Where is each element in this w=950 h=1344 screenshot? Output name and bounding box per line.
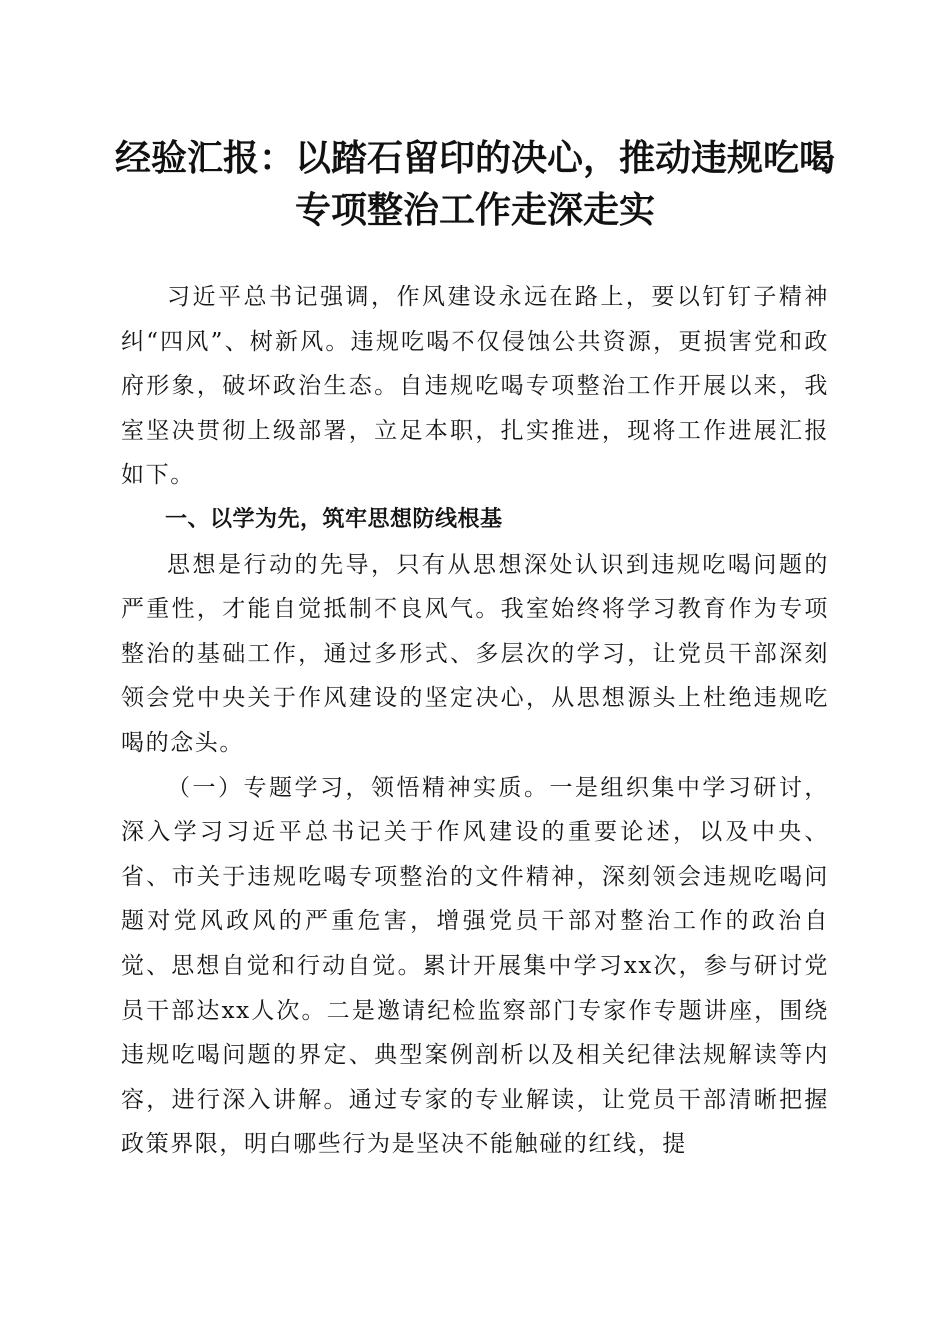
subsection-1-paragraph xyxy=(121,766,829,1167)
subsection-1-text: 一是组织集中学习研讨，深入学习习近平总书记关于作风建设的重要论述，以及中央、省、市关于违规吃喝专项整治的文件精神，深刻领会违规吃喝问题对党风政风的严重危害，增强党员干部对整治工作的政治自觉、思想自觉和行动自觉。累计开展集中学习xx次，参与研讨党员干部达xx人次。二是邀请纪检监察部门专家作专题讲座，围绕违规吃喝问题的界定、典型案例剖析以及相关纪律法规解读等内容，进行深入讲解。通过专家的专业解读，让党员干部清晰把握政策界限，明白哪些行为是坚决不能触碰的红线，提 xyxy=(121,774,829,1158)
section-1-heading: 一、以学为先，筑牢思想防线根基 xyxy=(165,506,503,532)
intro-paragraph: 习近平总书记强调，作风建设永远在路上，要以钉钉子精神纠“四风”、树新风。违规吃喝不仅侵蚀公共资源，更损害党和政府形象，破坏政治生态。自违规吃喝专项整治工作开展以来，我室坚决贯彻上级部署，立足本职，扎实推进，现将工作进展汇报如下。 xyxy=(121,284,829,489)
document-title xyxy=(110,132,840,236)
document-body xyxy=(121,275,829,1167)
section-1-paragraph: 思想是行动的先导，只有从思想深处认识到违规吃喝问题的严重性，才能自觉抵制不良风气。我室始终将学习教育作为专项整治的基础工作，通过多形式、多层次的学习，让党员干部深刻领会党中央关于作风建设的坚定决心，从思想源头上杜绝违规吃喝的念头。 xyxy=(121,551,829,756)
title-line-1: 经验汇报：以踏石留印的决心，推动违规吃喝 xyxy=(114,137,835,179)
title-line-2: 专项整治工作走深走实 xyxy=(294,189,655,231)
subsection-1-lead: （一）专题学习，领悟精神实质。 xyxy=(167,774,550,801)
